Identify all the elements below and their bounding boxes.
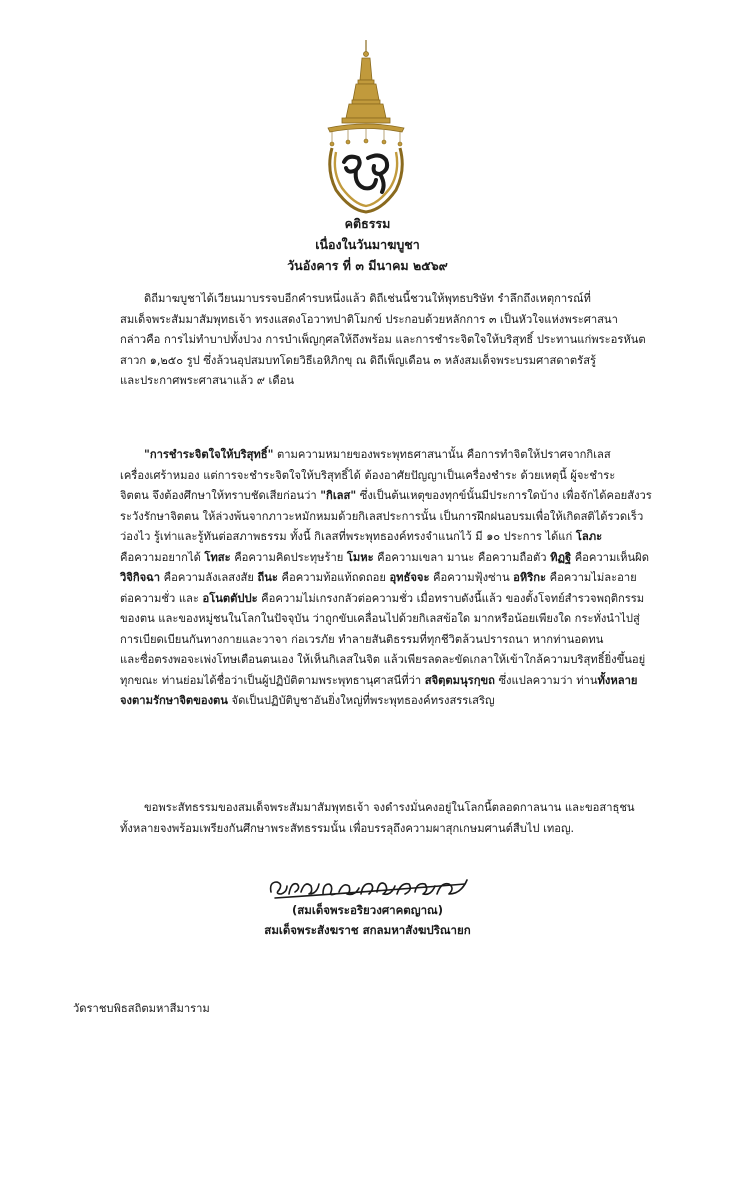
paragraph-3-line: ขอพระสัทธรรมของสมเด็จพระสัมมาสัมพุทธเจ้า จงดำรงมั่นคงอยู่ในโลกนี้ตลอดกาลนาน และขอสาธุชน — [144, 801, 635, 814]
text-run: คือความลังเลสงสัย — [160, 571, 258, 584]
handwritten-signature — [265, 872, 475, 902]
heading-occasion: เนื่องในวันมาฆบูชา — [315, 237, 420, 252]
signer-name: (สมเด็จพระอริยวงศาคตญาณ) — [292, 903, 443, 917]
footer-location: วัดราชบพิธสถิตมหาสีมาราม — [73, 1002, 210, 1015]
emphasis-term: สจิตฺตมนุรกฺขถ — [424, 673, 495, 687]
paragraph-3-line: ทั้งหลายจงพร้อมเพรียงกันศึกษาพระสัทธรรมนั้น เพื่อบรรลุถึงความผาสุกเกษมศานต์สืบไป เทอญ. — [120, 821, 575, 835]
heading-title: คติธรรม — [344, 216, 391, 231]
emphasis-term: อหิริกะ — [513, 571, 547, 584]
text-run: ทุกขณะ ท่านย่อมได้ชื่อว่าเป็นผู้ปฏิบัติตามพระพุทธานุศาสนีที่ว่า — [120, 673, 425, 687]
emphasis-term: ถีนะ — [257, 571, 278, 584]
emphasis-term: ทิฏฐิ — [550, 550, 572, 564]
text-run: คือความอยากได้ — [120, 550, 205, 564]
text-run: ซึ่งแปลความว่า ท่าน — [494, 673, 598, 687]
text-run: คือความไม่ละอาย — [546, 571, 637, 584]
paragraph-2-line: เครื่องเศร้าหมอง แต่การจะชำระจิตใจให้บริสุทธิ์ได้ ต้องอาศัยปัญญาเป็นเครื่องชำระ ด้วยเหตุนี้ ผู้จะชำระ — [120, 468, 616, 482]
emphasis-term: วิจิกิจฉา — [120, 571, 161, 584]
emphasis-term: อโนตตัปปะ — [202, 591, 258, 605]
paragraph-2-line — [120, 589, 645, 610]
paragraph-2-line — [120, 548, 649, 569]
text-run: จิตตน จึงต้องศึกษาให้ทราบชัดเสียก่อนว่า — [120, 489, 321, 502]
text-run: ต่อความชั่ว และ — [120, 591, 203, 605]
royal-emblem-icon — [318, 40, 414, 215]
paragraph-2-line: ของตน และของหมู่ชนในโลกในปัจจุบัน ว่าถูกขับเคลื่อนไปด้วยกิเลสข้อใด มากหรือน้อยเพียงใด กระทั่งนำไปสู่ — [120, 612, 640, 625]
heading-block — [0, 213, 735, 276]
text-run: คือความฟุ้งซ่าน — [429, 571, 514, 584]
emphasis-term: "การชำระจิตใจให้บริสุทธิ์" — [144, 448, 274, 461]
emphasis-term: โลภะ — [575, 530, 603, 543]
text-run: ว่องไว รู้เท่าและรู้ทันต่อสภาพธรรม ทั้งนี้ กิเลสที่พระพุทธองค์ทรงจำแนกไว้ มี ๑๐ ประการ ได้แก่ — [120, 530, 576, 543]
text-run: คือความเห็นผิด — [571, 550, 649, 564]
text-run: คือความไม่เกรงกลัวต่อความชั่ว เมื่อทราบดังนี้แล้ว ของตั้งโจทย์สำรวจพฤติกรรม — [257, 591, 645, 605]
emphasis-term: โทสะ — [204, 550, 231, 564]
paragraph-1-line: ดิถีมาฆบูชาได้เวียนมาบรรจบอีกคำรบหนึ่งแล้ว ดิถีเช่นนี้ชวนให้พุทธบริษัท รำลึกถึงเหตุการณ์ที่ — [144, 292, 591, 305]
text-run: คือความคิดประทุษร้าย — [230, 550, 347, 564]
paragraph-2-line — [120, 486, 652, 507]
paragraph-2 — [120, 445, 652, 712]
paragraph-2-line — [120, 445, 620, 466]
emphasis-term: จงตามรักษาจิตของตน — [120, 694, 228, 707]
emphasis-term: อุทธัจจะ — [389, 571, 430, 584]
emphasis-term: โมหะ — [346, 550, 374, 564]
text-run: ซึ่งเป็นต้นเหตุของทุกข์นั้นมีประการใดบ้าง เพื่อจักได้คอยสังวร — [356, 489, 652, 502]
paragraph-2-line: ระวังรักษาจิตตน ให้ล่วงพ้นจากภาวะหมักหมมด้วยกิเลสประการนั้น เป็นการฝึกฝนอบรมเพื่อให้เกิดสติได้รวดเร็ว — [120, 509, 644, 523]
text-run: คือความเขลา มานะ คือความถือตัว — [373, 550, 551, 564]
paragraph-1-line: และประกาศพระศาสนาแล้ว ๙ เดือน — [120, 374, 294, 387]
signer-title: สมเด็จพระสังฆราช สกลมหาสังฆปริณายก — [264, 923, 471, 937]
paragraph-1-line: กล่าวคือ การไม่ทำบาปทั้งปวง การบำเพ็ญกุศลให้ถึงพร้อม และการชำระจิตใจให้บริสุทธิ์ ประทานแก่พระอรหันต — [120, 333, 646, 346]
paragraph-2-line — [120, 568, 637, 589]
emphasis-term: "กิเลส" — [320, 489, 357, 502]
paragraph-1 — [120, 289, 646, 392]
paragraph-2-line — [120, 671, 638, 692]
paragraph-3 — [120, 798, 635, 839]
paragraph-2-line — [120, 691, 620, 712]
paragraph-2-line: และซื่อตรงพอจะเพ่งโทษเตือนตนเอง ให้เห็นกิเลสในจิต แล้วเพียรลดละขัดเกลาให้เข้าใกล้ความบริสุทธิ์ยิ่งขึ้นอยู่ — [120, 653, 646, 666]
paragraph-2-line: การเบียดเบียนกันทางกายและวาจา ก่อเวรภัย ทำลายสันติธรรมที่ทุกชีวิตล้วนปรารถนา หากท่านอดทน — [120, 632, 604, 646]
text-run: ตามความหมายของพระพุทธศาสนานั้น คือการทำจิตให้ปราศจากกิเลส — [273, 448, 611, 461]
text-run: คือความท้อแท้ถดถอย — [277, 571, 390, 584]
paragraph-2-line — [120, 527, 620, 548]
heading-date: วันอังคาร ที่ ๓ มีนาคม ๒๕๖๙ — [287, 258, 448, 273]
paragraph-1-line: สมเด็จพระสัมมาสัมพุทธเจ้า ทรงแสดงโอวาทปาติโมกข์ ประกอบด้วยหลักการ ๓ เป็นหัวใจแห่งพระศาสนา — [120, 312, 618, 326]
emphasis-term: ทั้งหลาย — [597, 673, 638, 687]
paragraph-1-line: สาวก ๑,๒๕๐ รูป ซึ่งล้วนอุปสมบทโดยวิธีเอหิภิกขุ ณ ดิถีเพ็ญเดือน ๓ หลังสมเด็จพระบรมศาสดาตรัสรู้ — [120, 353, 597, 367]
text-run: จัดเป็นปฏิบัติบูชาอันยิ่งใหญ่ที่พระพุทธองค์ทรงสรรเสริญ — [227, 694, 495, 707]
